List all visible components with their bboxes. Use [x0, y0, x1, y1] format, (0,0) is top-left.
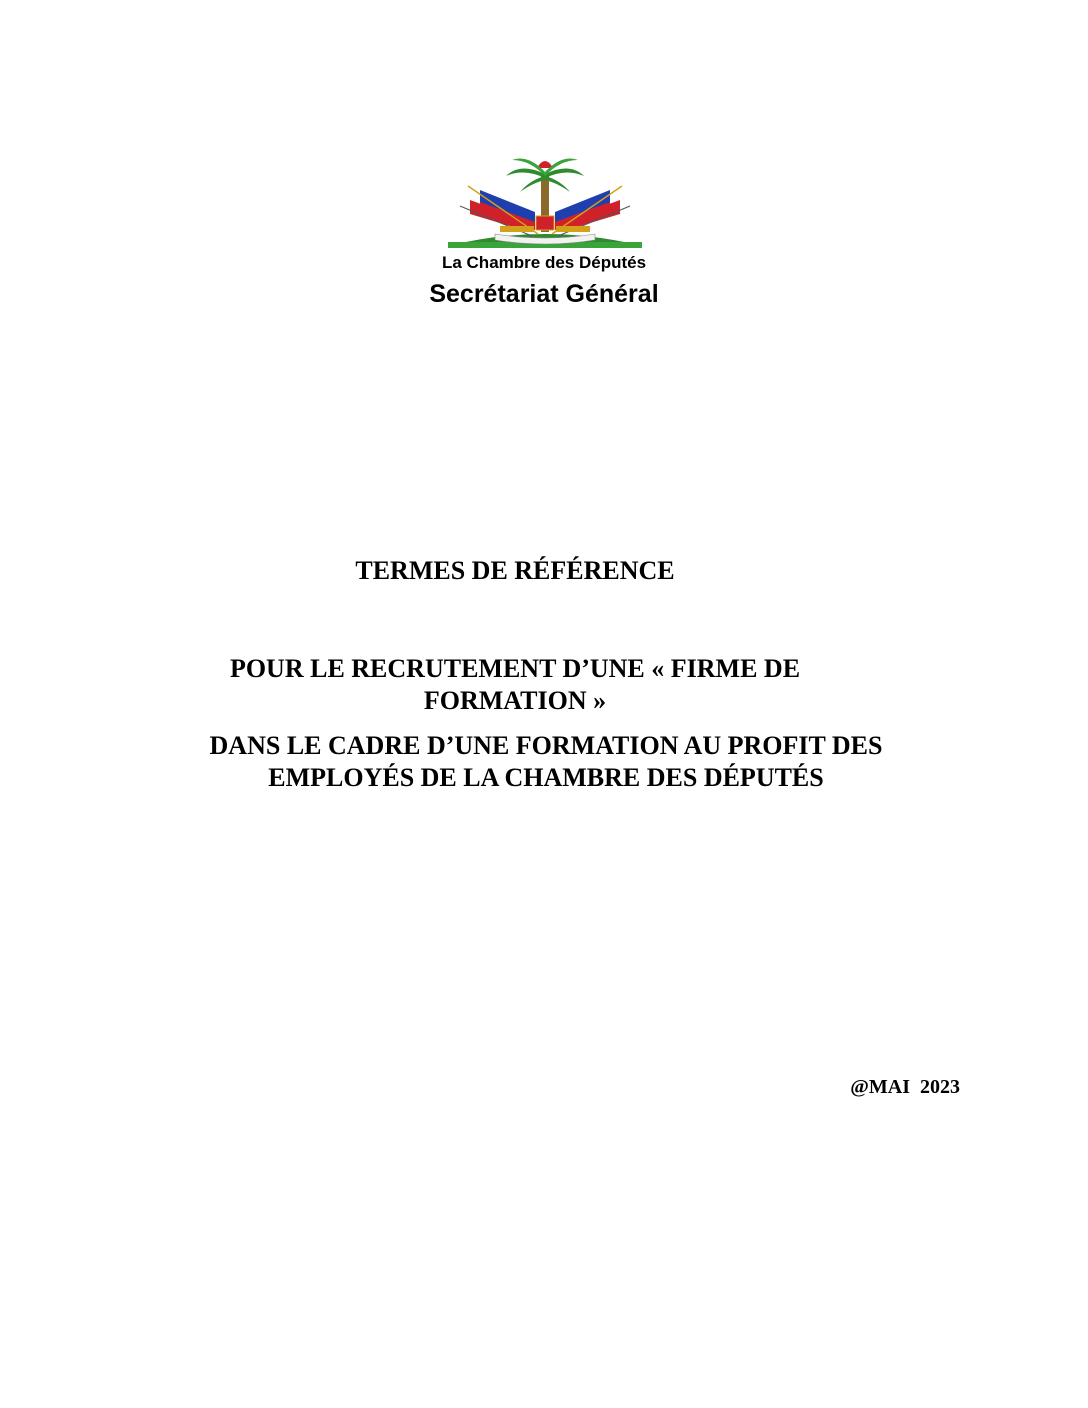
secretariat-heading: Secrétariat Général: [429, 280, 659, 308]
subtitle-training-context: [0, 730, 1088, 794]
document-date: @MAI 2023: [850, 1076, 960, 1098]
chamber-name: La Chambre des Députés: [441, 253, 647, 272]
document-title: TERMES DE RÉFÉRENCE: [355, 556, 675, 585]
subtitle-recruitment: [0, 653, 1030, 717]
subtitle-training-line-1: DANS LE CADRE D’UNE FORMATION AU PROFIT DES: [209, 731, 883, 760]
subtitle-recruitment-line-1: POUR LE RECRUTEMENT D’UNE « FIRME DE: [229, 654, 801, 683]
subtitle-recruitment-line-2: FORMATION »: [423, 686, 607, 715]
haiti-coat-of-arms-icon: [440, 150, 650, 250]
subtitle-training-line-2: EMPLOYÉS DE LA CHAMBRE DES DÉPUTÉS: [268, 763, 824, 792]
